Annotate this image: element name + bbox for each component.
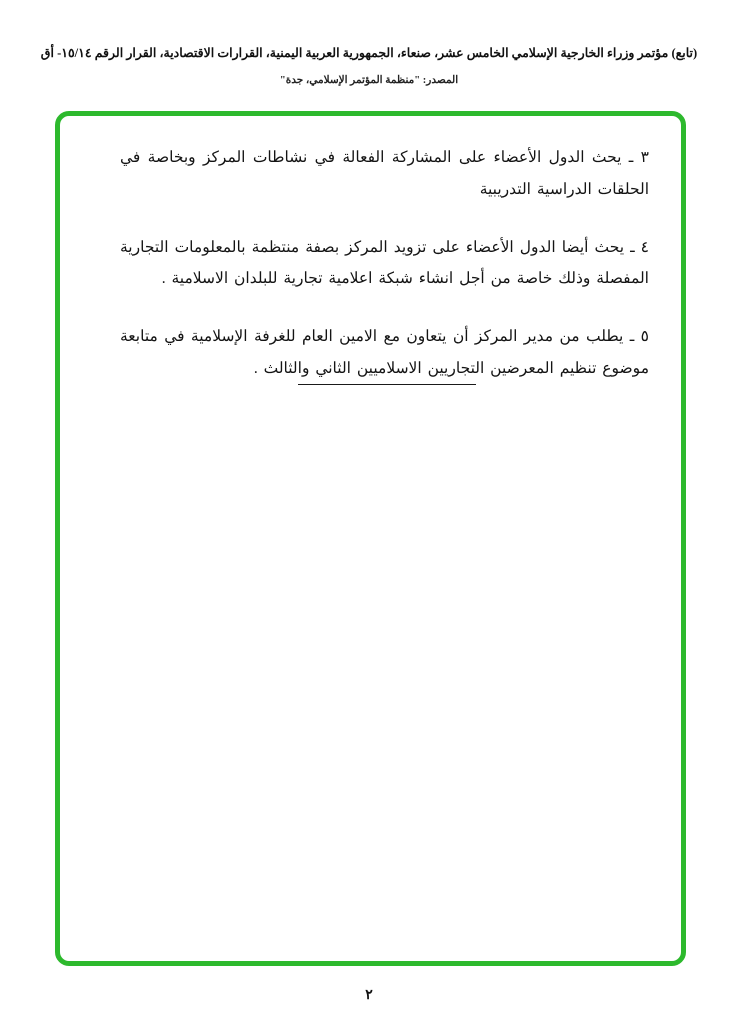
paragraph-item-5: ٥ ـ يطلب من مدير المركز أن يتعاون مع الامين العام للغرفة الإسلامية في متابعة موضوع تنظيم المعرضين التجاريين الاسلاميين الثاني والثالث . — [120, 328, 649, 377]
paragraph-item-4: ٤ ـ يحث أيضا الدول الأعضاء على تزويد المركز بصفة منتظمة بالمعلومات التجارية المفصلة وذلك خاصة من أجل انشاء شبكة اعلامية تجارية للبلدان الاسلامية . — [120, 238, 649, 288]
paragraph-item-3: ٣ ـ يحث الدول الأعضاء على المشاركة الفعالة في نشاطات المركز وبخاصة في الحلقات الدراسية التدريبية — [120, 149, 649, 198]
resolution-text-block — [120, 142, 649, 411]
page-number: ٢ — [365, 988, 373, 1003]
section-end-divider — [298, 384, 476, 385]
document-title: (تابع) مؤتمر وزراء الخارجية الإسلامي الخامس عشر، صنعاء، الجمهورية العربية اليمنية، القرارات الاقتصادية، القرار الرقم ١٥/١٤- أق — [40, 46, 698, 60]
highlighted-content-box — [55, 111, 686, 966]
document-source-line: المصدر: "منظمة المؤتمر الإسلامي، جدة" — [279, 75, 459, 86]
